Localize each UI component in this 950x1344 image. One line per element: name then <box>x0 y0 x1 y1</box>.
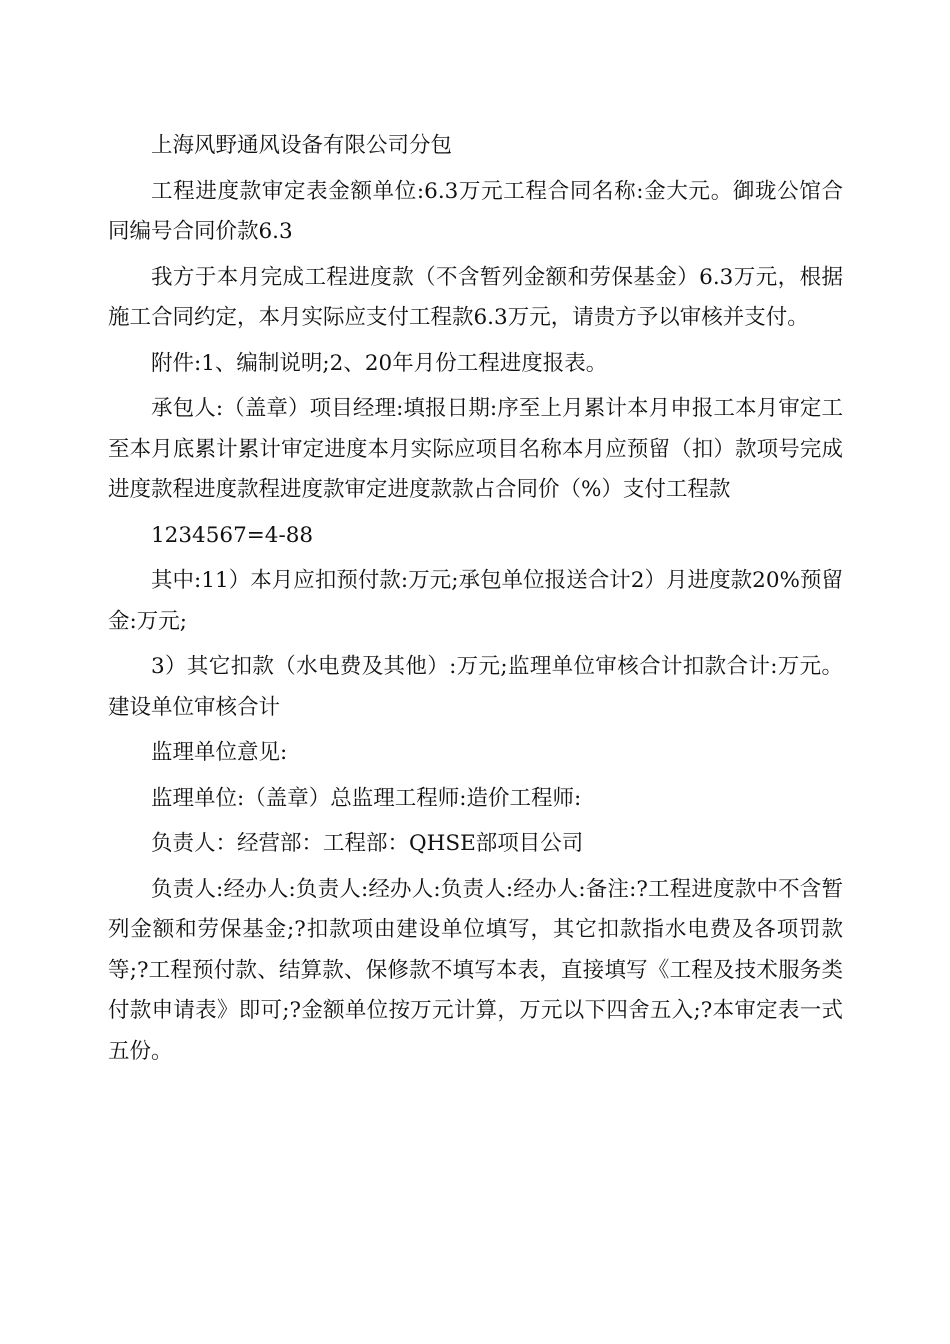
progress-payment-header-paragraph: 工程进度款审定表金额单位:6.3万元工程合同名称:金大元。御珑公馆合同编号合同价款6.3 <box>108 178 843 244</box>
supervisor-signature-paragraph: 监理单位:（盖章）总监理工程师:造价工程师: <box>151 785 582 811</box>
departments-paragraph: 负责人：经营部：工程部：QHSE部项目公司 <box>151 831 584 856</box>
document-body <box>108 126 843 1077</box>
payment-request-paragraph: 我方于本月完成工程进度款（不含暂列金额和劳保基金）6.3万元，根据施工合同约定，本月实际应支付工程款6.3万元，请贵方予以审核并支付。 <box>108 264 843 330</box>
column-formula-paragraph: 1234567=4-88 <box>151 522 314 548</box>
notes-paragraph: 负责人:经办人:负责人:经办人:负责人:经办人:备注:?工程进度款中不含暂列金额和劳保基金;?扣款项由建设单位填写，其它扣款指水电费及各项罚款等;?工程预付款、结算款、保修款不填写本表，直接填写《工程及技术服务类付款申请表》即可;?金额单位按万元计算，万元以下四舍五入;?本审定表一式五份。 <box>108 876 843 1064</box>
supervisor-opinion-paragraph: 监理单位意见: <box>151 740 288 765</box>
company-subcontract-title: 上海风野通风设备有限公司分包 <box>151 133 453 158</box>
attachments-paragraph: 附件:1、编制说明;2、20年月份工程进度报表。 <box>151 350 608 376</box>
deductions-paragraph: 其中:11）本月应扣预付款:万元;承包单位报送合计2）月进度款20%预留金:万元; <box>108 568 843 634</box>
other-deductions-paragraph: 3）其它扣款（水电费及其他）:万元;监理单位审核合计扣款合计:万元。建设单位审核合计 <box>108 654 843 720</box>
contractor-table-headers-paragraph: 承包人:（盖章）项目经理:填报日期:序至上月累计本月申报工本月审定工至本月底累计累计审定进度本月实际应项目名称本月应预留（扣）款项号完成进度款程进度款程进度款审定进度款款占合同价（%）支付工程款 <box>108 396 843 502</box>
